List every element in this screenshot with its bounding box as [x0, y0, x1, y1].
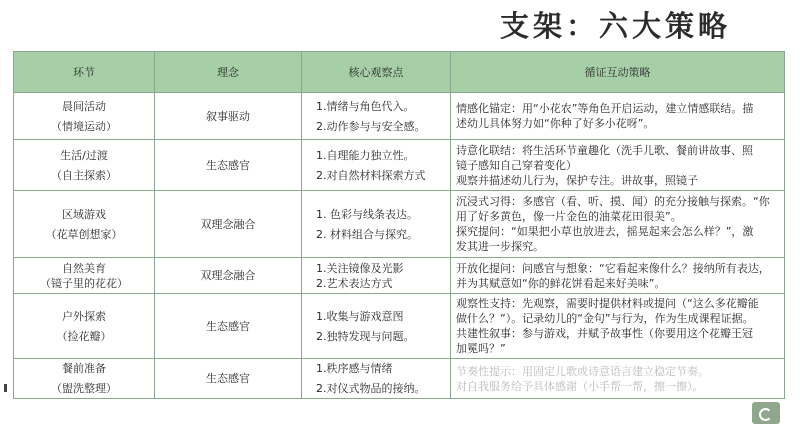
cell-idea: 叙事驱动 — [155, 93, 302, 140]
cell-link — [14, 191, 155, 258]
strategy-line: 共建性叙事：参与游戏，并赋予故事性（你要用这个花瓣王冠 — [456, 327, 753, 340]
page-title: 支架：六大策略 — [500, 9, 732, 43]
observation-point: 2.动作参与与安全感。 — [316, 119, 426, 133]
cell-strategy — [451, 93, 785, 140]
margin-mark — [4, 384, 7, 392]
link-subtitle: （情境运动） — [51, 119, 117, 133]
link-title: 生活/过渡 — [60, 148, 108, 162]
table-header-row — [14, 52, 785, 93]
observation-point: 1.秩序感与情绪 — [316, 362, 393, 375]
cell-idea: 生态感官 — [155, 294, 302, 359]
cell-idea: 双理念融合 — [155, 258, 302, 294]
cell-observation — [302, 191, 451, 258]
link-subtitle: （花草创想家） — [45, 227, 123, 241]
link-title: 区域游戏 — [62, 207, 106, 221]
strategy-line: 观察并描述幼儿行为，保护专注。讲故事，照镜子 — [456, 173, 698, 187]
observation-point: 1. 色彩与线条表达。 — [316, 207, 418, 221]
strategy-line: 观察性支持：先观察，需要时提供材料或提问（“这么多花瓣能 — [456, 297, 759, 310]
observation-point: 1.收集与游戏意图 — [316, 309, 404, 323]
strategy-line: 发其进一步探究。 — [456, 240, 544, 253]
strategy-line: 述幼儿具体努力如“你种了好多小花呀”。 — [456, 117, 655, 130]
table-row — [14, 140, 785, 191]
cell-idea: 双理念融合 — [155, 191, 302, 258]
cell-strategy — [451, 294, 785, 359]
link-title: 自然美育 — [62, 261, 106, 275]
cell-observation — [302, 258, 451, 294]
observation-point: 2. 材料组合与探究。 — [316, 227, 418, 241]
strategy-line: 沉浸式习得：多感官（看、听、摸、闻）的充分接触与探索。“你 — [456, 195, 770, 208]
link-title: 晨间活动 — [62, 99, 106, 113]
observation-point: 1.自理能力独立性。 — [316, 148, 415, 162]
link-title: 户外探索 — [62, 309, 106, 323]
cell-observation — [302, 93, 451, 140]
cell-strategy — [451, 140, 785, 191]
table-row — [14, 93, 785, 140]
link-subtitle: （镜子里的花花） — [40, 276, 128, 290]
observation-point: 2.独特发现与问题。 — [316, 329, 415, 343]
strategy-line: 并为其赋意如“你的鲜花饼看起来好美味”。 — [456, 276, 666, 290]
strategy-line: 诗意化联结：将生活环节童趣化（洗手儿歌、餐前讲故事、照 — [456, 143, 753, 157]
observation-point: 1.关注镜像及光影 — [316, 261, 404, 275]
cell-observation — [302, 359, 451, 399]
cell-strategy — [451, 258, 785, 294]
cell-link — [14, 359, 155, 399]
cell-link — [14, 294, 155, 359]
table-row — [14, 191, 785, 258]
observation-point: 2.对自然材料探索方式 — [316, 168, 426, 182]
cell-link — [14, 258, 155, 294]
strategy-table — [13, 51, 785, 399]
observation-point: 1.情绪与角色代入。 — [316, 99, 415, 113]
table-row — [14, 359, 785, 399]
header-observation: 核心观察点 — [302, 52, 451, 93]
strategy-line: 开放化提问：问感官与想象：“它看起来像什么？接纳所有表达， — [456, 261, 770, 275]
link-subtitle: （自主探索） — [51, 168, 117, 182]
link-subtitle: （捡花瓣） — [56, 329, 112, 343]
table-row — [14, 258, 785, 294]
header-strategy: 循证互动策略 — [451, 52, 785, 93]
header-idea: 理念 — [155, 52, 302, 93]
strategy-line: 用了好多黄色，像一片金色的油菜花田很美”。 — [456, 210, 682, 223]
strategy-line: 加冕吗？” — [456, 342, 506, 355]
link-title: 餐前准备 — [62, 362, 106, 375]
corner-logo-icon — [752, 402, 780, 424]
table-row — [14, 294, 785, 359]
strategy-line: 情感化锚定：用“小花农”等角色开启运动，建立情感联结。描 — [456, 102, 754, 115]
strategy-line: 做什么？”）。记录幼儿的“金句”与行为，作为生成课程证据。 — [456, 312, 754, 325]
cell-link — [14, 93, 155, 140]
cell-strategy — [451, 359, 785, 399]
cell-idea: 生态感官 — [155, 359, 302, 399]
link-subtitle: （盥洗整理） — [51, 382, 117, 395]
observation-point: 2.艺术表达方式 — [316, 276, 393, 290]
cell-idea: 生态感官 — [155, 140, 302, 191]
cell-link — [14, 140, 155, 191]
strategy-line: 节奏性提示：用固定儿歌或诗意语言建立稳定节奏。 — [456, 364, 709, 378]
cell-strategy — [451, 191, 785, 258]
strategy-line: 探究提问：“如果把小草也放进去，摇晃起来会怎么样？”，激 — [456, 225, 754, 238]
cell-observation — [302, 140, 451, 191]
strategy-line: 镜子感知自己穿着变化） — [456, 158, 577, 172]
strategy-line: 对自我服务给予具体感谢（小手帮一帮，擦一擦）。 — [456, 379, 704, 393]
observation-point: 2.对仪式物品的接纳。 — [316, 382, 426, 395]
cell-observation — [302, 294, 451, 359]
header-link: 环节 — [14, 52, 155, 93]
